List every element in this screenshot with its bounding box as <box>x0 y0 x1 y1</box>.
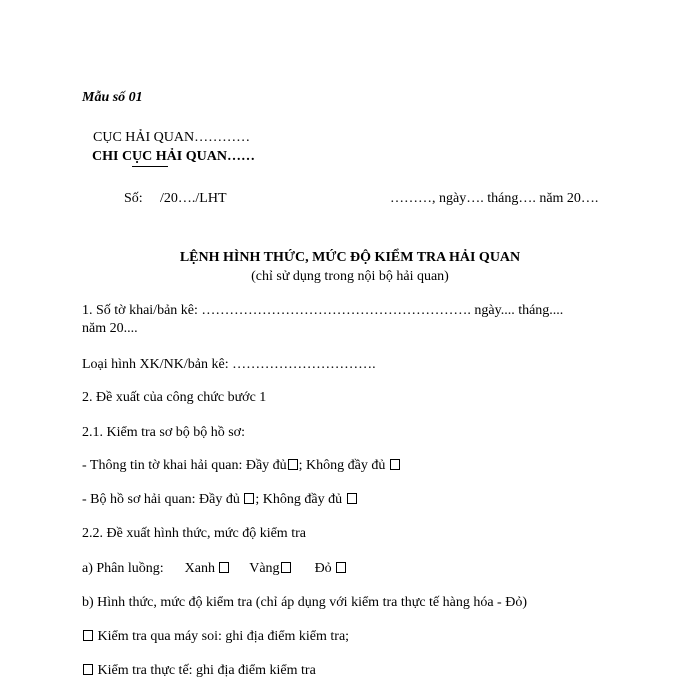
checkbox-dossier-incomplete[interactable] <box>347 493 357 504</box>
dossier-label: - Bộ hồ sơ hải quan: Đầy đủ <box>82 492 240 507</box>
scanner-inspection-label: Kiểm tra qua máy soi: ghi địa điểm kiểm tra; <box>97 629 350 644</box>
inspection-form-line: b) Hình thức, mức độ kiểm tra (chỉ áp dụng với kiểm tra thực tế hàng hóa - Đỏ) <box>82 595 527 610</box>
section-2-2-heading: 2.2. Đề xuất hình thức, mức độ kiểm tra <box>82 526 306 541</box>
channel-green-label: Xanh <box>184 561 215 576</box>
channel-yellow-label: Vàng <box>249 561 280 576</box>
declaration-info-incomplete-label: ; Không đầy đủ <box>298 458 386 473</box>
channel-line <box>82 561 347 577</box>
declaration-number-line: 1. Số tờ khai/bản kê: …………………………………………………. ngày.... tháng.... <box>82 303 564 318</box>
declaration-year-line: năm 20.... <box>82 321 138 336</box>
section-2-heading: 2. Đề xuất của công chức bước 1 <box>82 390 267 405</box>
checkbox-declaration-incomplete[interactable] <box>390 459 400 470</box>
dossier-incomplete-label: ; Không đầy đủ <box>255 492 343 507</box>
checkbox-channel-green[interactable] <box>219 562 229 573</box>
document-subtitle: (chỉ sử dụng trong nội bộ hải quan) <box>251 269 449 284</box>
channel-label: a) Phân luồng: <box>82 561 164 576</box>
declaration-info-label: - Thông tin tờ khai hải quan: Đầy đủ <box>82 458 287 473</box>
physical-inspection-line <box>82 663 316 679</box>
form-number: Mẫu số 01 <box>82 90 143 105</box>
checkbox-dossier-complete[interactable] <box>244 493 254 504</box>
scanner-inspection-line <box>82 629 349 645</box>
checkbox-declaration-complete[interactable] <box>288 459 298 470</box>
physical-inspection-label: Kiểm tra thực tế: ghi địa điểm kiểm tra <box>97 663 316 678</box>
checkbox-channel-yellow[interactable] <box>281 562 291 573</box>
department-name: CỤC HẢI QUAN………… <box>93 130 251 145</box>
declaration-type-line: Loại hình XK/NK/bản kê: …………………………. <box>82 357 376 372</box>
sub-department-name: CHI CỤC HẢI QUAN…… <box>92 149 255 164</box>
number-value: /20…./LHT <box>160 191 227 206</box>
declaration-info-line <box>82 458 401 474</box>
header-underline <box>132 166 168 167</box>
document-title: LỆNH HÌNH THỨC, MỨC ĐỘ KIỂM TRA HẢI QUAN <box>179 250 521 265</box>
checkbox-channel-red[interactable] <box>336 562 346 573</box>
channel-red-label: Đỏ <box>314 561 332 576</box>
dossier-line <box>82 492 358 508</box>
checkbox-physical-inspection[interactable] <box>83 664 93 675</box>
checkbox-scanner-inspection[interactable] <box>83 630 93 641</box>
date-line: ………, ngày…. tháng…. năm 20…. <box>390 191 599 206</box>
number-label: Số: <box>124 191 143 206</box>
section-2-1-heading: 2.1. Kiểm tra sơ bộ bộ hồ sơ: <box>82 425 245 440</box>
